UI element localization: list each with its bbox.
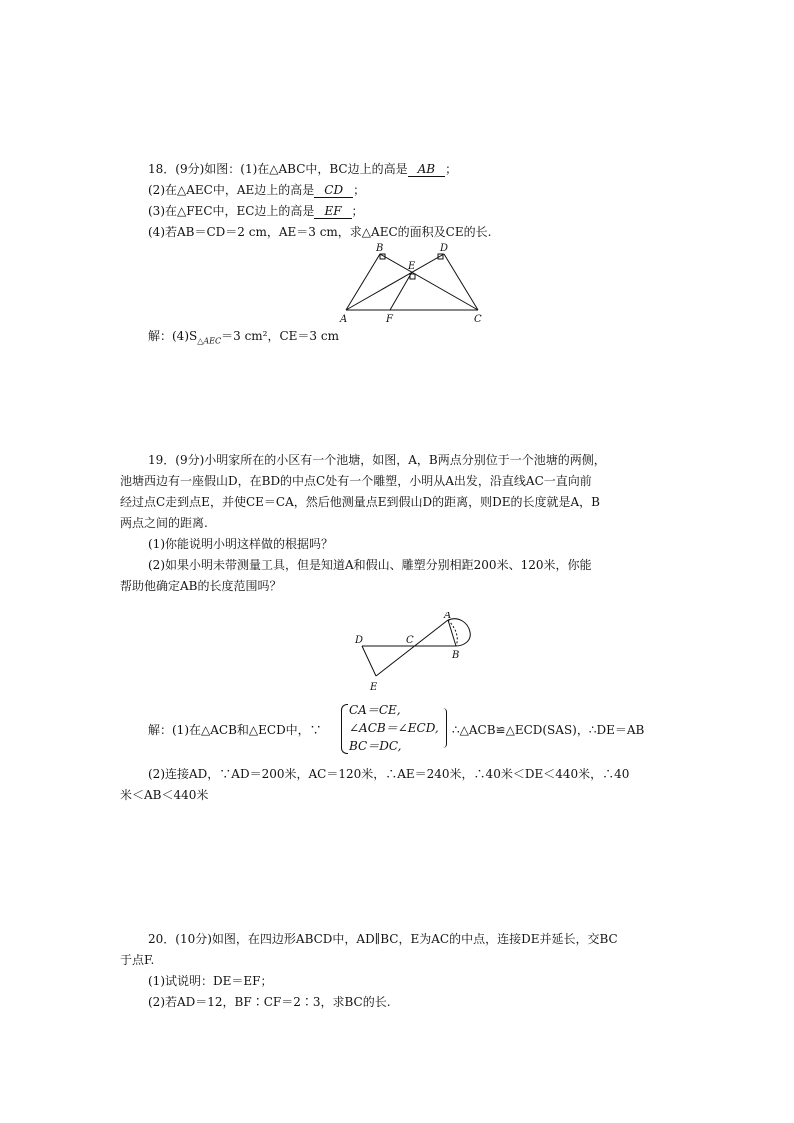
q19-figure bbox=[350, 612, 480, 694]
q19-line1: 19．(9分)小明家所在的小区有一个池塘，如图，A，B两点分别位于一个池塘的两侧， bbox=[148, 453, 606, 467]
q19-label-B: B bbox=[452, 650, 460, 661]
q18-solution-result: ＝3 cm²，CE＝3 cm bbox=[221, 329, 339, 343]
q18-line3 bbox=[148, 202, 364, 220]
q19-system-eq3: BC＝DC, bbox=[349, 739, 402, 753]
q20-question-2: (2)若AD＝12，BF∶CF＝2∶3，求BC的长. bbox=[148, 995, 391, 1009]
q19-line3: 经过点C走到点E，并使CE＝CA，然后他测量点E到假山D的距离，则DE的长度就是A，B bbox=[120, 495, 600, 509]
q18-part3-text: (3)在△FEC中，EC边上的高是 bbox=[148, 204, 315, 218]
q20-question-1: (1)试说明：DE＝EF； bbox=[148, 974, 273, 988]
q19-system-close bbox=[442, 708, 447, 748]
q19-solution-1-result: ∴△ACB≌△ECD(SAS)，∴DE＝AB bbox=[452, 723, 645, 737]
q18-header: 18．(9分)如图：(1)在△ABC中，BC边上的高是 bbox=[148, 162, 408, 176]
q18-answer-1: AB bbox=[408, 162, 445, 177]
q19-line2: 池塘西边有一座假山D，在BD的中点C处有一个雕塑，小明从A出发，沿直线AC一直向前 bbox=[120, 474, 592, 488]
q19-question-2a: (2)如果小明未带测量工具，但是知道A和假山、雕塑分别相距200米、120米，你能 bbox=[148, 558, 592, 572]
q18-semicolon-1: ； bbox=[445, 162, 458, 176]
q19-solution-1-prefix: 解：(1)在△ACB和△ECD中，∵ bbox=[148, 723, 322, 737]
q19-seg-DE bbox=[362, 646, 376, 676]
q19-label-A: A bbox=[444, 612, 452, 621]
q19-solution-2a: (2)连接AD，∵AD＝200米，AC＝120米，∴AE＝240米，∴40米＜DE＜440米，∴40 bbox=[148, 767, 630, 781]
q18-line4: (4)若AB＝CD＝2 cm，AE＝3 cm，求△AEC的面积及CE的长. bbox=[148, 225, 492, 239]
q18-part2-text: (2)在△AEC中，AE边上的高是 bbox=[148, 183, 315, 197]
q18-seg-AB bbox=[346, 254, 380, 310]
q19-label-D: D bbox=[355, 635, 364, 646]
q18-seg-FE bbox=[390, 272, 412, 310]
q18-solution-prefix: 解：(4)S bbox=[148, 329, 198, 343]
q18-semicolon-3: ； bbox=[351, 204, 364, 218]
q18-solution bbox=[148, 327, 339, 350]
q19-system-eq1: CA＝CE, bbox=[349, 703, 401, 717]
q18-label-D: D bbox=[440, 243, 449, 254]
q19-question-1: (1)你能说明小明这样做的根据吗？ bbox=[148, 537, 333, 551]
q18-semicolon-2: ； bbox=[353, 183, 366, 197]
q18-label-B: B bbox=[376, 243, 384, 254]
q18-label-A: A bbox=[340, 314, 348, 324]
q19-label-C: C bbox=[406, 635, 414, 646]
q19-system-eq2: ∠ACB＝∠ECD, bbox=[349, 721, 439, 735]
q19-seg-EA bbox=[376, 620, 448, 676]
q19-system-brace bbox=[341, 704, 348, 754]
q18-label-C: C bbox=[474, 314, 482, 324]
q20-line1: 20．(10分)如图，在四边形ABCD中，AD∥BC，E为AC的中点，连接DE并延长，交BC bbox=[148, 932, 618, 946]
q19-question-2b: 帮助他确定AB的长度范围吗？ bbox=[120, 579, 282, 593]
q19-line4: 两点之间的距离. bbox=[120, 516, 208, 530]
q20-line2: 于点F. bbox=[120, 953, 155, 967]
q18-line2 bbox=[148, 181, 365, 199]
q18-label-E: E bbox=[408, 261, 416, 272]
q18-answer-2: CD bbox=[314, 183, 353, 198]
q19-label-E: E bbox=[370, 682, 378, 693]
q19-solution-2b: 米＜AB＜440米 bbox=[120, 788, 209, 802]
q18-seg-DC bbox=[444, 254, 478, 310]
q18-figure bbox=[336, 240, 496, 324]
q18-answer-3: EF bbox=[314, 204, 351, 219]
q18-solution-subscript: △AEC bbox=[197, 336, 222, 346]
q18-line1 bbox=[148, 160, 457, 178]
q18-label-F: F bbox=[386, 314, 393, 324]
